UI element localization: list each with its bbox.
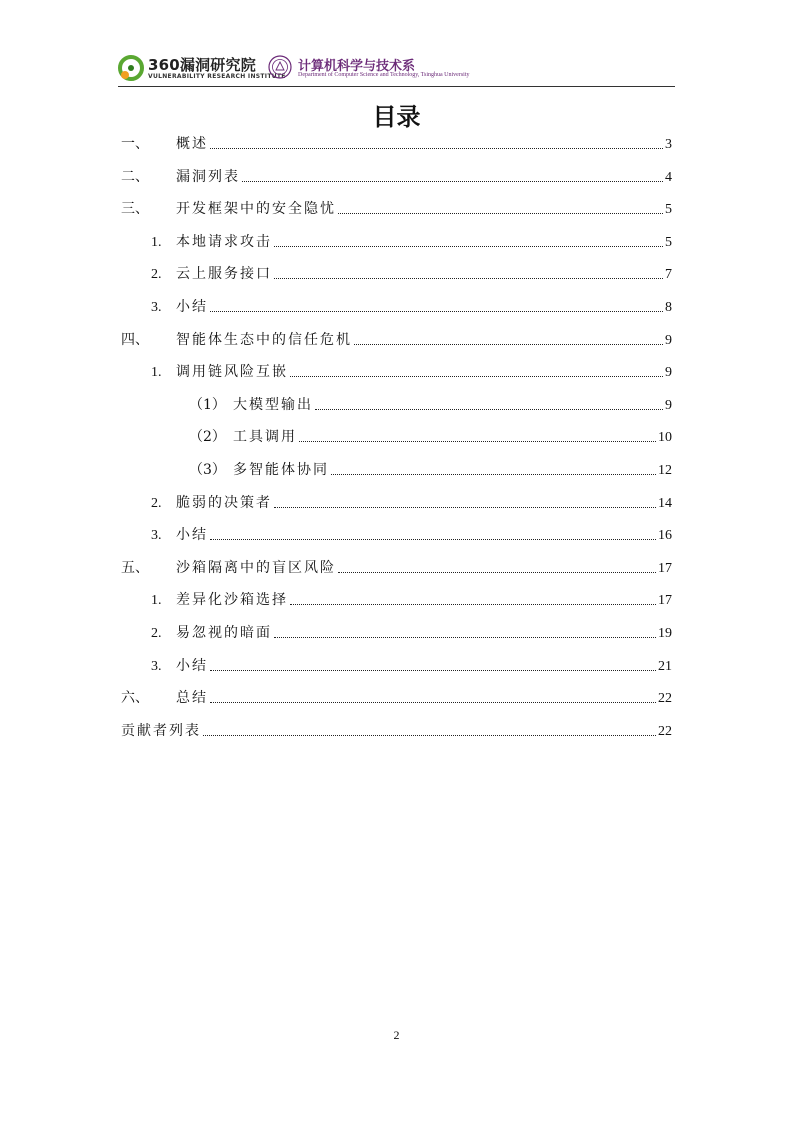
toc-entry-page: 10	[658, 430, 672, 446]
tsinghua-seal-icon	[268, 55, 292, 79]
toc-entry-page: 3	[665, 137, 672, 152]
toc-entry-page: 22	[658, 691, 672, 707]
toc-leader-dots	[338, 572, 656, 573]
toc-entry-label: 小结	[176, 299, 208, 315]
page-title: 目录	[372, 103, 421, 131]
toc-leader-dots	[290, 604, 656, 605]
toc-entry-label: 小结	[176, 657, 208, 674]
institute-subtitle: VULNERABILITY RESEARCH INSTITUTE	[148, 73, 286, 80]
toc-entry-label: 开发框架中的安全隐忧	[176, 201, 336, 218]
toc-entry-page: 14	[658, 495, 672, 511]
department-name: 计算机科学与技术系	[298, 59, 416, 74]
toc-entry-label: 小结	[176, 527, 208, 544]
toc-leader-dots	[274, 278, 663, 279]
toc-entry-label: 贡献者列表	[121, 722, 201, 739]
toc-entry-page: 4	[665, 169, 672, 185]
toc-entry-number: 三、	[121, 201, 149, 218]
toc-entry-label: 概述	[176, 136, 208, 152]
toc-leader-dots	[299, 441, 656, 442]
toc-leader-dots	[242, 181, 663, 182]
toc-entry[interactable]	[121, 590, 672, 610]
toc-entry-number: （3）	[189, 462, 226, 478]
toc-entry-page: 12	[658, 463, 672, 478]
vulnerability-institute-logo	[118, 52, 286, 86]
toc-entry-label: 差异化沙箱选择	[176, 592, 288, 609]
toc-entry-page: 8	[665, 300, 672, 315]
toc-entry[interactable]	[121, 427, 672, 447]
toc-entry[interactable]	[121, 297, 672, 317]
toc-entry-number: 2.	[151, 626, 162, 641]
toc-entry-label: 沙箱隔离中的盲区风险	[176, 559, 336, 576]
toc-entry-label: 调用链风险互嵌	[176, 364, 288, 381]
toc-leader-dots	[210, 702, 656, 703]
toc-entry-page: 17	[658, 593, 672, 609]
toc-entry-label: 易忽视的暗面	[176, 625, 272, 641]
institute-logo-icon	[118, 55, 144, 81]
toc-entry[interactable]	[121, 264, 672, 284]
toc-entry-page: 16	[658, 528, 672, 544]
toc-entry[interactable]	[121, 199, 672, 219]
toc-entry-number: （1）	[189, 396, 226, 413]
header-divider	[118, 86, 675, 87]
tsinghua-cs-logo	[268, 52, 588, 86]
toc-leader-dots	[315, 409, 663, 410]
toc-entry-number: 3.	[151, 300, 162, 315]
toc-entry-label: 多智能体协同	[233, 462, 329, 478]
toc-entry-label: 云上服务接口	[176, 266, 272, 283]
toc-entry-number: 3.	[151, 658, 162, 674]
toc-entry-label: 脆弱的决策者	[176, 494, 272, 511]
institute-name: 360漏洞研究院	[148, 56, 256, 74]
toc-entry-number: 二、	[121, 168, 149, 185]
toc-entry-page: 19	[658, 626, 672, 641]
toc-entry[interactable]	[121, 623, 672, 643]
toc-leader-dots	[274, 246, 663, 247]
toc-entry-label: 本地请求攻击	[176, 233, 272, 250]
toc-entry[interactable]	[121, 656, 672, 676]
toc-leader-dots	[274, 637, 656, 638]
toc-entry[interactable]	[121, 688, 672, 708]
toc-entry-number: （2）	[189, 429, 226, 446]
toc-entry-page: 9	[665, 365, 672, 381]
toc-entry-number: 2.	[151, 267, 162, 283]
toc-leader-dots	[210, 311, 663, 312]
toc-entry-label: 大模型输出	[233, 396, 313, 413]
toc-entry-number: 四、	[121, 331, 149, 348]
toc-entry-label: 智能体生态中的信任危机	[176, 331, 352, 348]
toc-entry-number: 1.	[151, 234, 162, 250]
toc-entry[interactable]	[121, 330, 672, 350]
toc-entry-number: 六、	[121, 690, 149, 707]
toc-entry-page: 17	[658, 560, 672, 576]
toc-entry-page: 9	[665, 397, 672, 413]
toc-leader-dots	[210, 539, 656, 540]
toc-entry-label: 漏洞列表	[176, 168, 240, 185]
toc-entry[interactable]	[121, 558, 672, 578]
toc-entry-number: 1.	[151, 593, 162, 609]
toc-entry-page: 7	[665, 267, 672, 283]
department-subtitle: Department of Computer Science and Technology, Tsinghua University	[298, 72, 470, 78]
toc-entry-page: 21	[658, 658, 672, 674]
toc-entry[interactable]	[121, 493, 672, 513]
toc-leader-dots	[210, 148, 663, 149]
page-header	[118, 52, 675, 86]
toc-leader-dots	[354, 344, 663, 345]
toc-entry-number: 2.	[151, 495, 162, 511]
toc-entry-number: 一、	[121, 136, 149, 152]
toc-leader-dots	[290, 376, 663, 377]
toc-entry[interactable]	[121, 232, 672, 252]
toc-entry-label: 工具调用	[233, 429, 297, 446]
toc-entry[interactable]	[121, 460, 672, 480]
toc-entry[interactable]	[121, 134, 672, 154]
toc-entry[interactable]	[121, 525, 672, 545]
toc-entry-page: 22	[658, 723, 672, 739]
toc-entry[interactable]	[121, 167, 672, 187]
toc-entry-page: 5	[665, 202, 672, 218]
toc-leader-dots	[203, 735, 656, 736]
toc-leader-dots	[338, 213, 663, 214]
toc-entry-number: 3.	[151, 528, 162, 544]
toc-leader-dots	[210, 670, 656, 671]
toc-entry-page: 5	[665, 234, 672, 250]
toc-entry[interactable]	[121, 362, 672, 382]
toc-entry[interactable]	[121, 395, 672, 415]
toc-leader-dots	[274, 507, 656, 508]
toc-entry-label: 总结	[176, 690, 208, 707]
page-number: 2	[393, 1028, 400, 1042]
toc-entry-number: 五、	[121, 559, 149, 576]
toc-entry-number: 1.	[151, 365, 162, 381]
toc-entry-page: 9	[665, 332, 672, 348]
toc-entry[interactable]	[121, 721, 672, 741]
toc-leader-dots	[331, 474, 656, 475]
